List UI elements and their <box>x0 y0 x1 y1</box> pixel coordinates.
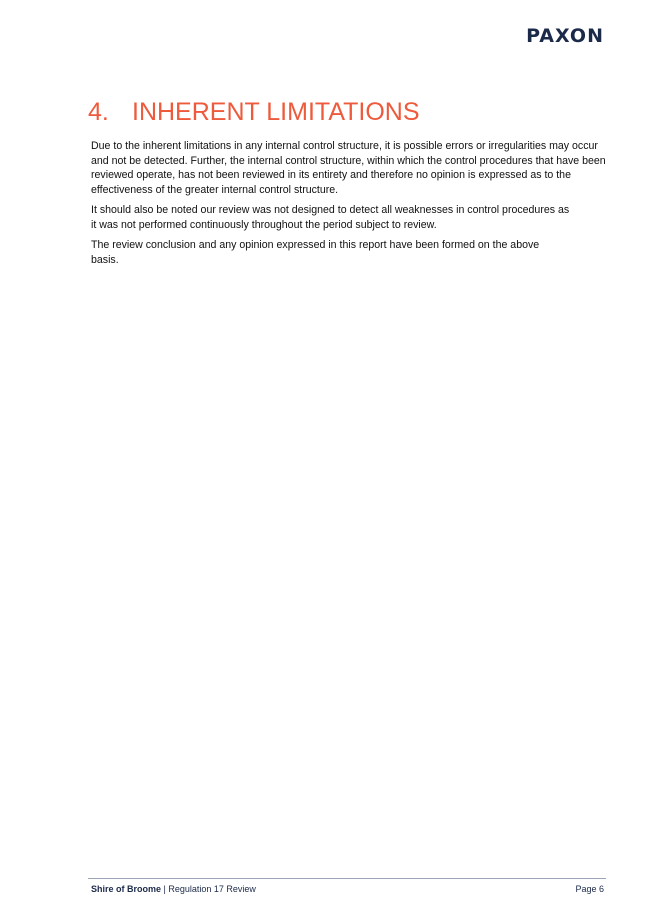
section-heading <box>88 98 420 127</box>
footer-page-number: Page 6 <box>575 884 604 894</box>
section-title: INHERENT LIMITATIONS <box>132 98 420 126</box>
footer-client-name: Shire of Broome <box>91 884 162 894</box>
paragraph: It should also be noted our review was not designed to detect all weaknesses in control procedures as it was not performed continuously throughout the period subject to review. <box>91 204 570 231</box>
section-number: 4. <box>88 98 109 126</box>
footer-document-info <box>91 884 256 894</box>
paxon-logo: PAXON <box>526 25 604 47</box>
footer-separator: | <box>161 884 169 894</box>
footer-divider <box>88 878 606 879</box>
paragraph: The review conclusion and any opinion expressed in this report have been formed on the above basis. <box>91 239 540 266</box>
body-text <box>91 139 611 273</box>
footer-report-name: Regulation 17 Review <box>168 884 256 894</box>
paragraph: Due to the inherent limitations in any internal control structure, it is possible errors or irregularities may occur and not be detected. Further, the internal control structure, within which the control procedures that have been reviewed operate, has not been reviewed in its entirety and therefore no opinion is expressed as to the effectiveness of the greater internal control structure. <box>91 140 606 196</box>
